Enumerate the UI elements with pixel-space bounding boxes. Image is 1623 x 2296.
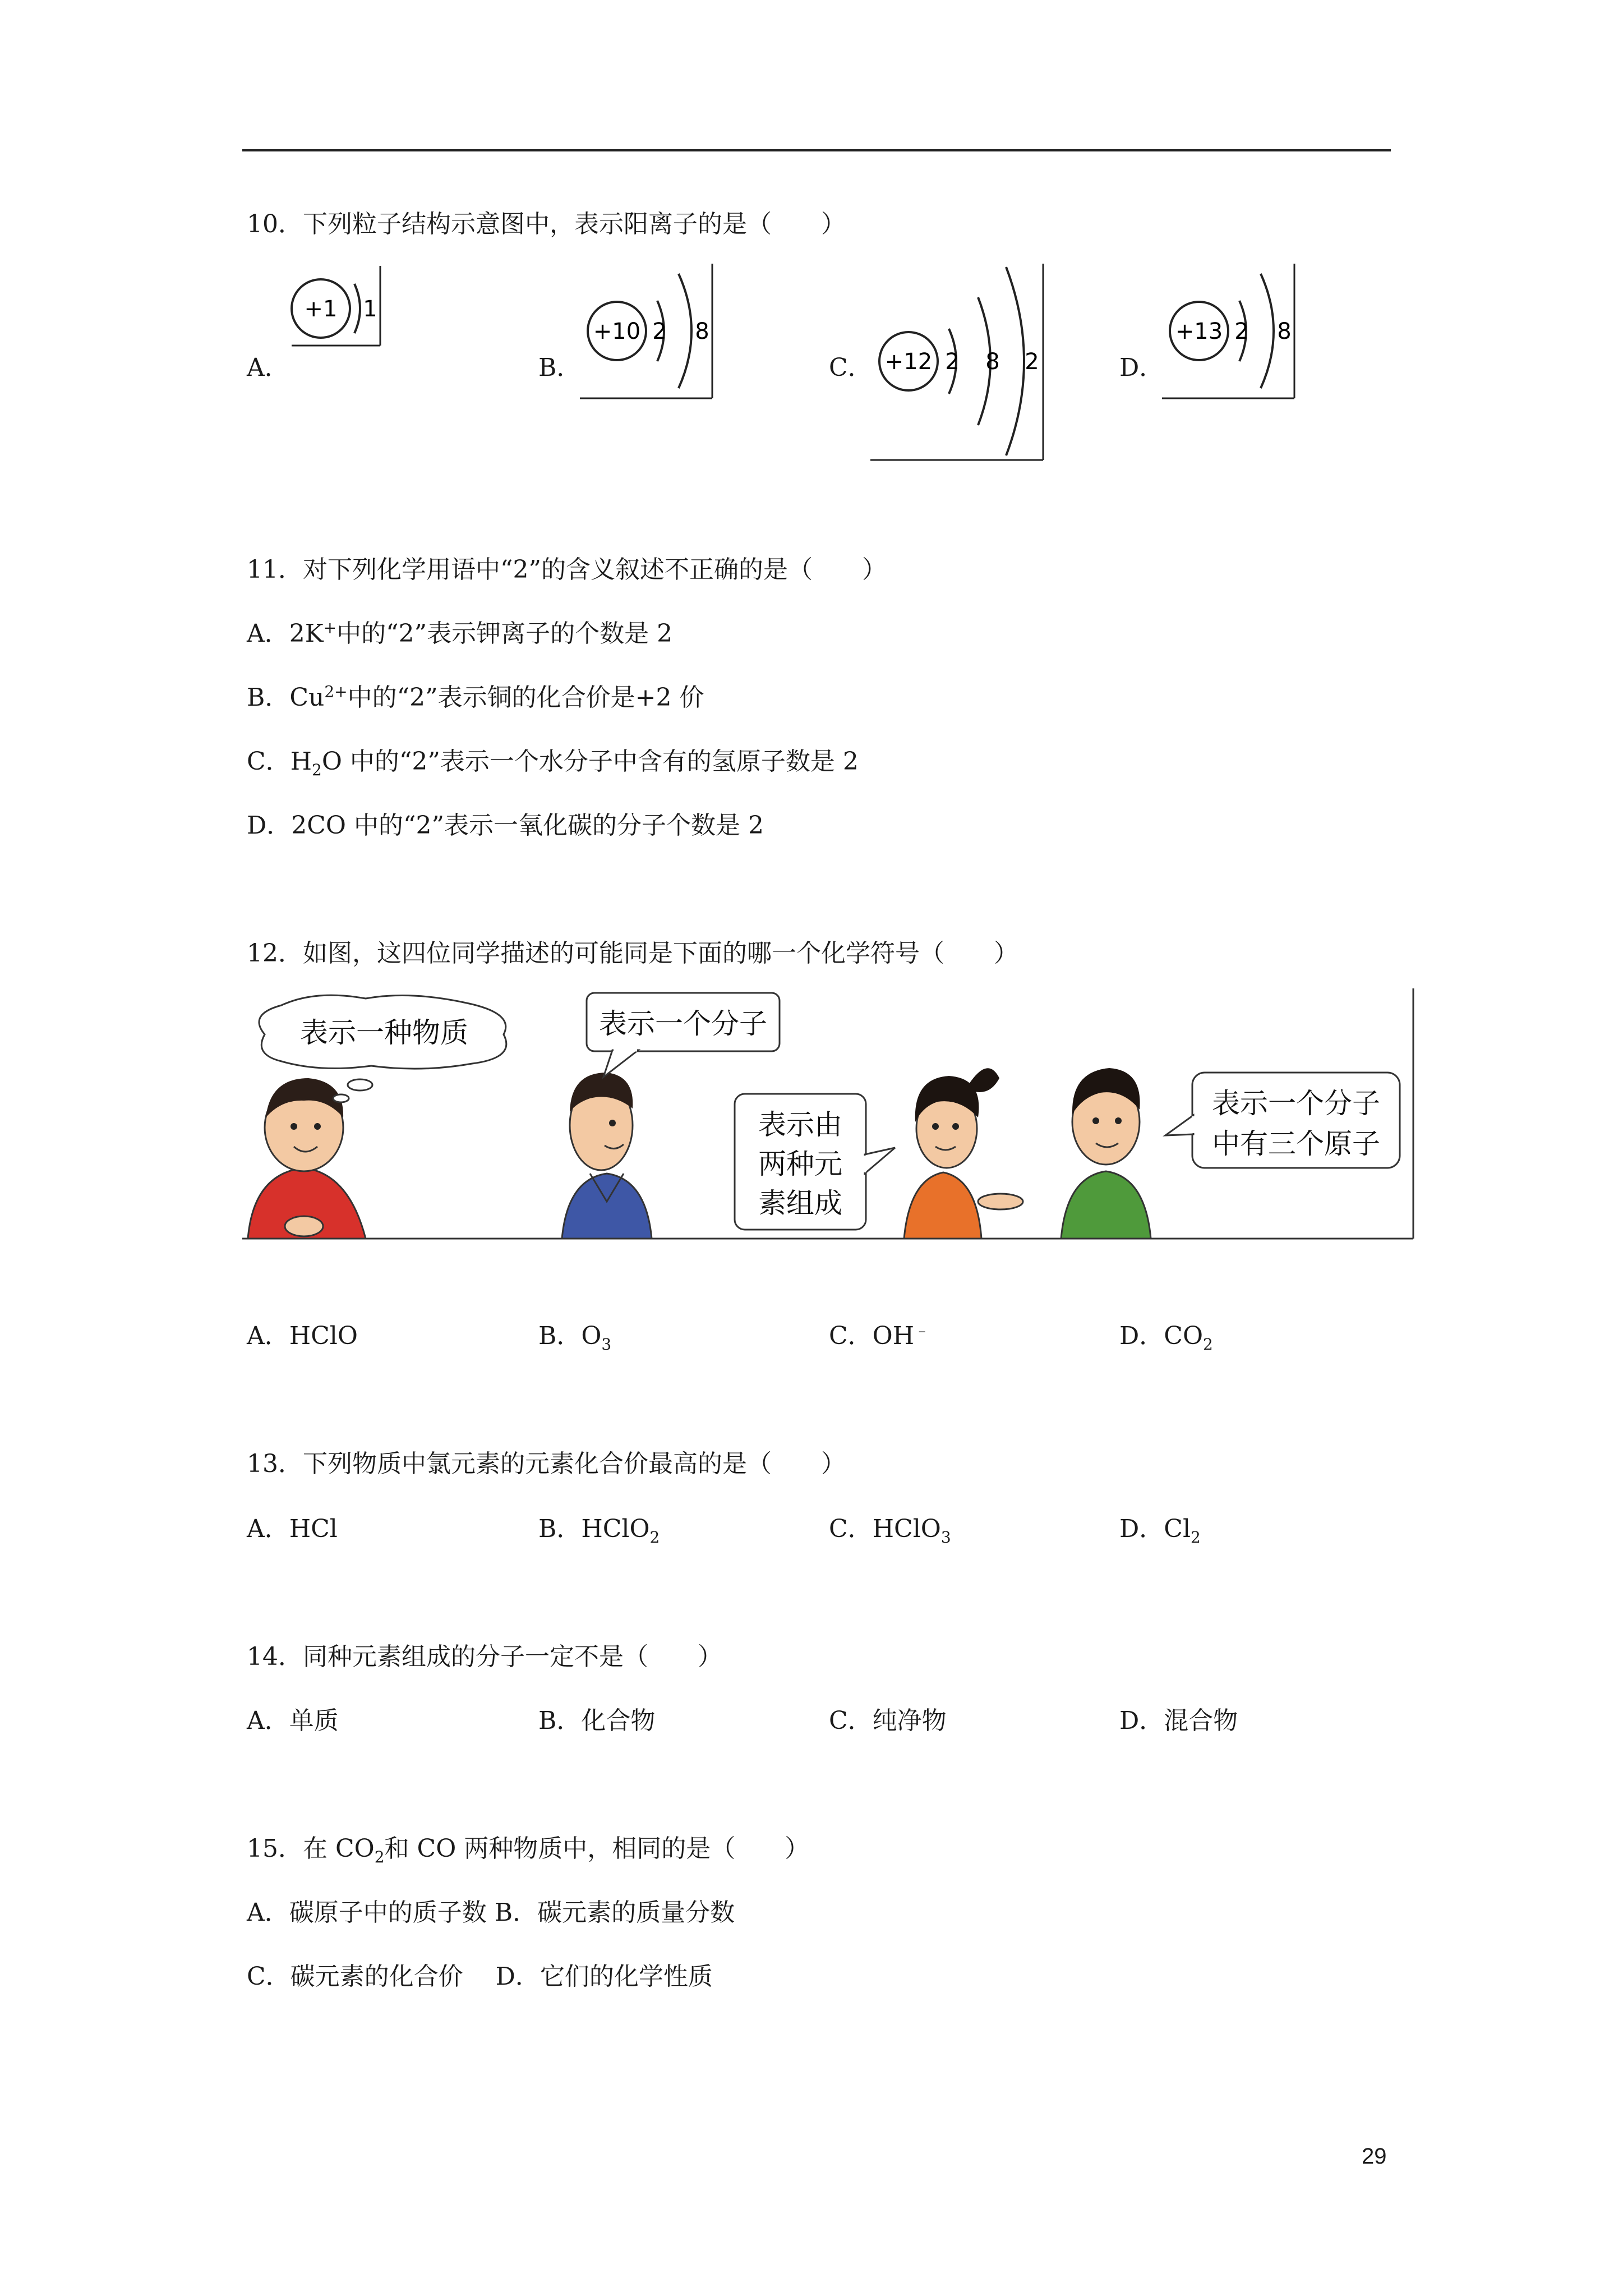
page-number: 29	[1362, 2144, 1387, 2169]
atom-diagram-d	[1160, 261, 1300, 402]
speech-bubble-2	[587, 993, 780, 1077]
q14-option-d: D．混合物	[1119, 1706, 1238, 1735]
bubble-text: 表示一种物质	[300, 1016, 468, 1049]
shell-label: 1	[363, 296, 377, 322]
q11-option-a: A．2K+中的“2”表示钾离子的个数是 2	[247, 618, 673, 648]
atom-diagram-b	[578, 261, 718, 402]
q14-option-c: C．纯净物	[829, 1706, 947, 1735]
shell-label: 2	[1025, 349, 1039, 375]
q13-option-a: A．HCl	[247, 1515, 338, 1543]
q12-option-a: A．HClO	[247, 1322, 358, 1350]
student-boy-green-shirt	[1061, 1068, 1151, 1239]
q12-cartoon	[242, 988, 1415, 1241]
bubble-text: 两种元	[758, 1148, 842, 1180]
atom-diagram-c	[868, 261, 1048, 463]
shell-label: 8	[1277, 319, 1292, 344]
shell-label: 8	[985, 349, 1000, 375]
bubble-text: 表示一个分子	[1212, 1087, 1380, 1120]
q10-option-a-letter: A．	[247, 353, 289, 382]
atom-diagram-a	[287, 261, 388, 351]
shell-label: 2	[1234, 319, 1249, 344]
shell-label: 8	[695, 319, 709, 344]
header-rule	[242, 149, 1391, 151]
q13-stem: 13．下列物质中氯元素的元素化合价最高的是（ ）	[247, 1450, 846, 1478]
q11-option-d: D．2CO 中的“2”表示一氧化碳的分子个数是 2	[247, 811, 764, 840]
bubble-text: 中有三个原子	[1212, 1128, 1380, 1160]
q15-stem: 15．在 $CO_2$和 CO 两种物质中，相同的是（ ）	[247, 1834, 810, 1866]
q14-option-b: B．化合物	[538, 1706, 656, 1735]
shell-label: 2	[652, 319, 667, 344]
q10-stem: 10．下列粒子结构示意图中，表示阳离子的是（ ）	[247, 210, 846, 238]
q10-option-b-letter: B．	[538, 353, 582, 382]
speech-bubble-3	[735, 1094, 895, 1230]
student-boy-red-shirt	[248, 1078, 366, 1239]
speech-bubble-4	[1165, 1073, 1400, 1168]
q14-option-a: A．单质	[247, 1706, 339, 1735]
q12-stem: 12．如图，这四位同学描述的可能同是下面的哪一个化学符号（ ）	[247, 939, 1018, 968]
nucleus-label: +10	[593, 319, 641, 344]
bubble-text: 表示由	[758, 1108, 842, 1141]
student-girl-orange-shirt	[904, 1068, 1023, 1239]
q11-option-b: B．$Cu^{2+}$中的“2”表示铜的化合价是+2 价	[247, 682, 704, 712]
q12-option-b: B．$O_3$	[538, 1322, 612, 1354]
q10-option-c-letter: C．	[829, 353, 873, 382]
q12-option-c: C．OH﹣	[829, 1320, 930, 1350]
q13-option-b: B．HClO$_2$	[538, 1515, 660, 1547]
bubble-text: 素组成	[758, 1187, 842, 1220]
student-boy-blue-shirt	[562, 1073, 652, 1239]
nucleus-label: +13	[1175, 319, 1223, 344]
bubble-text: 表示一个分子	[599, 1007, 767, 1040]
q10-option-d-letter: D．	[1119, 353, 1164, 382]
q11-stem: 11．对下列化学用语中“2”的含义叙述不正确的是（ ）	[247, 555, 887, 584]
q13-option-d: D．$Cl_2$	[1119, 1515, 1201, 1547]
nucleus-label: +12	[884, 349, 933, 375]
q12-option-d: D．$CO_2$	[1119, 1322, 1213, 1354]
q13-option-c: C．HClO$_3$	[829, 1515, 951, 1547]
nucleus-label: +1	[304, 296, 338, 322]
q11-option-c: C．$H_2O$ 中的“2”表示一个水分子中含有的氢原子数是 2	[247, 747, 859, 779]
shell-label: 2	[945, 349, 960, 375]
q15-options-line-1: A．碳原子中的质子数 B．碳元素的质量分数	[247, 1898, 735, 1927]
q14-stem: 14．同种元素组成的分子一定不是（ ）	[247, 1642, 722, 1671]
q15-options-line-2: C．碳元素的化合价 D．它们的化学性质	[247, 1962, 713, 1991]
